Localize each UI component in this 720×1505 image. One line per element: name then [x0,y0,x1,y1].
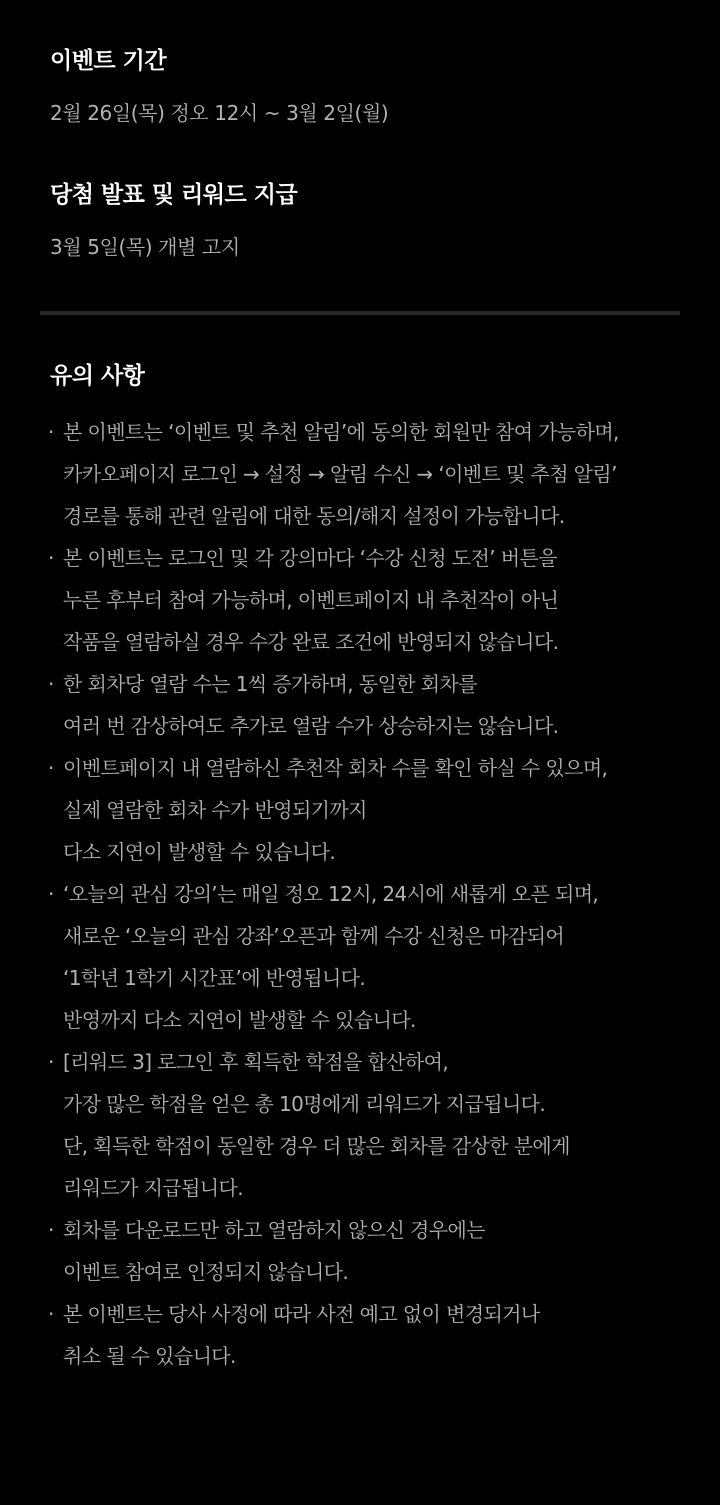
notice-list [48,411,698,1377]
notice-line: 실제 열람한 회차 수가 반영되기까지 [63,798,367,822]
notice-line: 반영까지 다소 지연이 발생할 수 있습니다. [63,1008,416,1032]
notice-item [48,873,698,1041]
bullet-icon: · [48,1302,55,1326]
bullet-icon: · [48,756,55,780]
notice-item [48,1041,698,1209]
notice-line: 이벤트 참여로 인정되지 않습니다. [63,1260,349,1284]
bullet-icon: · [48,672,55,696]
notice-line: 누른 후부터 참여 가능하며, 이벤트페이지 내 추천작이 아닌 [63,588,559,612]
bullet-icon: · [48,1218,55,1242]
notice-line: [리워드 3] 로그인 후 획득한 학점을 합산하여, [63,1050,449,1074]
bullet-icon: · [48,1050,55,1074]
bullet-icon: · [48,546,55,570]
notice-line: 회차를 다운로드만 하고 열람하지 않으신 경우에는 [63,1218,485,1242]
notice-line: 카카오페이지 로그인 → 설정 → 알림 수신 → ‘이벤트 및 추첨 알림’ [63,462,617,486]
notice-line: 다소 지연이 발생할 수 있습니다. [63,840,336,864]
notice-line: 이벤트페이지 내 열람하신 추천작 회차 수를 확인 하실 수 있으며, [63,756,608,780]
notice-line: 취소 될 수 있습니다. [63,1344,236,1368]
notice-item [48,747,698,873]
notice-line: 본 이벤트는 당사 사정에 따라 사전 예고 없이 변경되거나 [63,1302,540,1326]
notice-item [48,411,698,537]
notice-item [48,663,698,747]
notice-line: 가장 많은 학점을 얻은 총 10명에게 리워드가 지급됩니다. [63,1092,546,1116]
notice-line: 본 이벤트는 로그인 및 각 강의마다 ‘수강 신청 도전’ 버튼을 [63,546,557,570]
notice-item [48,537,698,663]
notice-line: 경로를 통해 관련 알림에 대한 동의/해지 설정이 가능합니다. [63,504,565,528]
notice-line: 단, 획득한 학점이 동일한 경우 더 많은 회차를 감상한 분에게 [63,1134,570,1158]
bullet-icon: · [48,420,55,444]
winner-announcement-heading: 당첨 발표 및 리워드 지급 [50,182,298,208]
notice-line: 여러 번 감상하여도 추가로 열람 수가 상승하지는 않습니다. [63,714,559,738]
notices-heading: 유의 사항 [50,363,145,389]
notice-item [48,1293,698,1377]
notice-line: 작품을 열람하실 경우 수강 완료 조건에 반영되지 않습니다. [63,630,559,654]
bullet-icon: · [48,882,55,906]
winner-announcement-value: 3월 5일(목) 개별 고지 [50,235,240,259]
notice-line: 본 이벤트는 ‘이벤트 및 추천 알림’에 동의한 회원만 참여 가능하며, [63,420,619,444]
notice-line: 새로운 ‘오늘의 관심 강좌’오픈과 함께 수강 신청은 마감되어 [63,924,565,948]
notice-line: 한 회차당 열람 수는 1씩 증가하며, 동일한 회차를 [63,672,477,696]
notice-item [48,1209,698,1293]
event-period-value: 2월 26일(목) 정오 12시 ~ 3월 2일(월) [50,101,389,125]
section-divider [40,311,680,315]
notice-line: ‘오늘의 관심 강의’는 매일 정오 12시, 24시에 새롭게 오픈 되며, [63,882,599,906]
notice-line: ‘1학년 1학기 시간표’에 반영됩니다. [63,966,366,990]
notice-line: 리워드가 지급됩니다. [63,1176,243,1200]
event-period-heading: 이벤트 기간 [50,48,167,74]
